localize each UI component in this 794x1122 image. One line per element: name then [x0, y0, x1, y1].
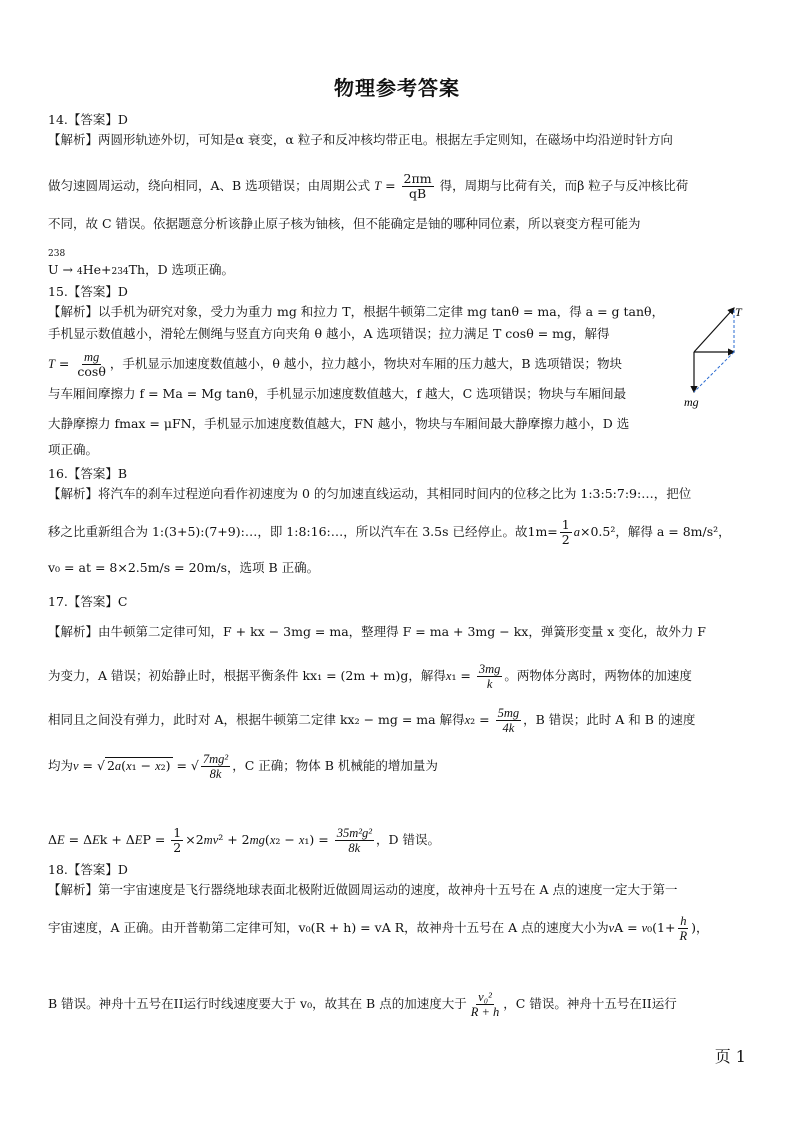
q16-line1: 【解析】将汽车的刹车过程逆向看作初速度为 0 的匀加速直线运动，其相同时间内的位移之比为 1:3:5:7:9:…，把位	[48, 486, 692, 501]
q14-line4: $^{238}$ U → 4He+234Th，D 选项正确。	[48, 249, 235, 277]
force-diagram	[680, 300, 750, 412]
page-title: 物理参考答案	[334, 76, 460, 100]
q17-line4: 均为v = √ 2a(x₁ − x₂) = √ $\frac{\text{7mg²}}{8k}$ ，C 正确；物体 B 机械能的增加量为	[48, 752, 438, 781]
q18-answer: 18.【答案】D	[48, 862, 128, 877]
q18-line1: 【解析】第一宇宙速度是飞行器绕地球表面北极附近做圆周运动的速度，故神舟十五号在 A 点的速度一定大于第一	[48, 882, 678, 897]
q15-line2: 手机显示数值越小，滑轮左侧绳与竖直方向夹角 θ 越小，A 选项错误；拉力满足 T cosθ = mg，解得	[48, 326, 610, 341]
period-fraction: $\frac{2\pi m}{qB}$	[403, 171, 432, 201]
q17-line2: 为变力，A 错误；初始静止时，根据平衡条件 kx₁ = (2m + m)g，解得x₁ = $\frac{3mg}{k}$ 。两物体分离时，两物体的加速度	[48, 662, 692, 691]
q14-line1: 【解析】两圆形轨迹外切，可知是α 衰变，α 粒子和反冲核均带正电。根据左手定则知，在磁场中均沿逆时针方向	[48, 132, 673, 147]
q14-line3: 不同，故 C 错误。依据题意分析该静止原子核为铀核，但不能确定是铀的哪种同位素，所以衰变方程可能为	[48, 216, 641, 231]
q16-answer: 16.【答案】B	[48, 466, 128, 481]
tension-label: T	[735, 305, 742, 319]
q18-line2: 宇宙速度，A 正确。由开普勒第二定律可知，v₀(R + h) = vA R，故神舟十五号在 A 点的速度大小为vA = v₀(1+ $\frac{h}{R}$ )，	[48, 914, 709, 943]
q17-line1: 【解析】由牛顿第二定律可知，F + kx − 3mg = ma，整理得 F = ma + 3mg − kx，弹簧形变量 x 变化，故外力 F	[48, 624, 706, 639]
q15-line3: T = $\frac{mg}{\cos\theta}$ ，手机显示加速度数值越小，θ 越小，拉力越小，物块对车厢的压力越大，B 选项错误；物块	[48, 350, 623, 379]
q14-answer: 14.【答案】D	[48, 112, 128, 127]
q18-line3: B 错误。神舟十五号在II运行时线速度要大于 v₀，故其在 B 点的加速度大于 $\frac{\text{v₀²}}{R + h}$ ，C 错误。神舟十五号在II运行	[48, 990, 677, 1019]
q15-answer: 15.【答案】D	[48, 284, 128, 299]
q17-answer: 17.【答案】C	[48, 594, 128, 609]
q15-line5: 大静摩擦力 fmax = μFN，手机显示加速度数值越大，FN 越小，物块与车厢间最大静摩擦力越小，D 选	[48, 416, 630, 431]
page-number: 页 1	[714, 1047, 746, 1066]
tension-arrow	[694, 308, 734, 352]
q14-line2: 做匀速圆周运动，绕向相同，A、B 选项错误；由周期公式 T = $\frac{2\pi m}{qB}$ 得，周期与比荷有关，而β 粒子与反冲核比荷	[48, 171, 689, 201]
q16-line2: 移之比重新组合为 1:(3+5):(7+9):…，即 1:8:16:…，所以汽车在 3.5s 已经停止。故1m= $\frac{1}{2}$ a×0.5²，解得 a = 8m/s²，	[48, 517, 731, 547]
q17-line5: ΔE = ΔEk + ΔEP = $\frac{1}{2}$ ×2mv² + 2mg(x₂ − x₁) = $\frac{\text{35m²g²}}{8k}$ ，D 错误。	[48, 825, 440, 855]
gravity-label: mg	[684, 395, 699, 409]
q15-line6: 项正确。	[48, 442, 99, 457]
q15-line1: 【解析】以手机为研究对象，受力为重力 mg 和拉力 T，根据牛顿第二定律 mg tanθ = ma，得 a = g tanθ，	[48, 304, 665, 319]
q15-line4: 与车厢间摩擦力 f = Ma = Mg tanθ，手机显示加速度数值越大，f 越大，C 选项错误；物块与车厢间最	[48, 386, 627, 401]
dashed-diagonal	[694, 352, 734, 392]
q17-line3: 相同且之间没有弹力，此时对 A，根据牛顿第二定律 kx₂ − mg = ma 解得x₂ = $\frac{5mg}{4k}$ ，B 错误；此时 A 和 B 的速度	[48, 706, 696, 735]
q16-line3: v₀ = at = 8×2.5m/s = 20m/s，选项 B 正确。	[48, 560, 320, 575]
